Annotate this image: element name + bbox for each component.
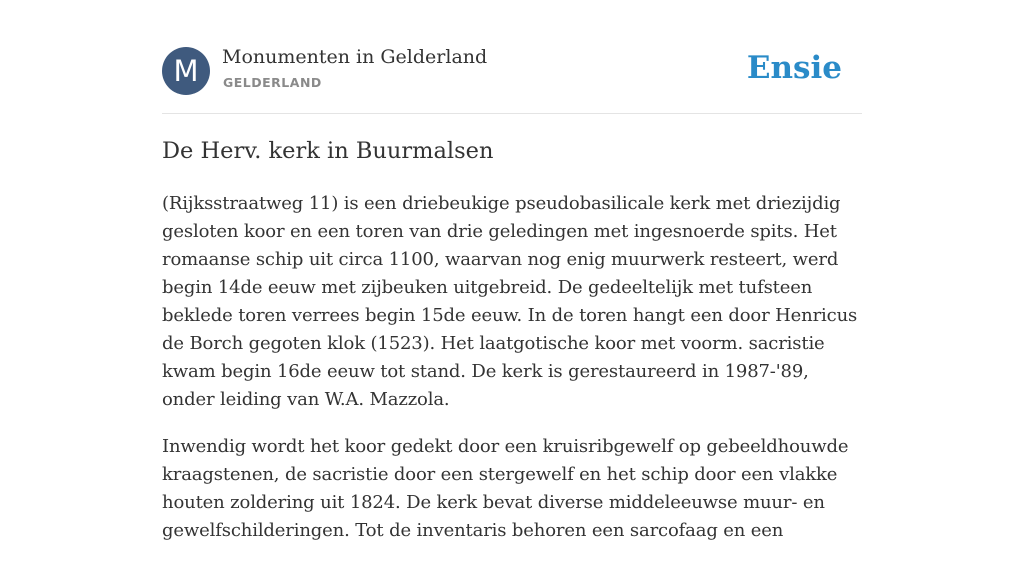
source-title[interactable]: Monumenten in Gelderland bbox=[222, 46, 488, 68]
source-subtitle: GELDERLAND bbox=[223, 75, 322, 90]
paragraph: Inwendig wordt het koor gedekt door een kruisribgewelf op gebeeldhouwde kraagstenen, de sacristie door een stergewelf en het schip door een vlakke houten zoldering uit 1824. De kerk bevat diverse middeleeuwse muur- en gewelfschilderingen. Tot de inventaris behoren een sarcofaag en een bbox=[162, 436, 849, 541]
avatar[interactable]: M bbox=[162, 47, 210, 95]
page-title: De Herv. kerk in Buurmalsen bbox=[162, 138, 494, 164]
paragraph: (Rijksstraatweg 11) is een driebeukige pseudobasilicale kerk met driezijdig gesloten koor en een toren van drie geledingen met ingesnoerde spits. Het romaanse schip uit circa 1100, waarvan nog enig muurwerk resteert, werd begin 14de eeuw met zijbeuken uitgebreid. De gedeeltelijk met tufsteen beklede toren verrees begin 15de eeuw. In de toren hangt een door Henricus de Borch gegoten klok (1523). Het laatgotische koor met voorm. sacristie kwam begin 16de eeuw tot stand. De kerk is gerestaureerd in 1987-'89, onder leiding van W.A. Mazzola. bbox=[162, 193, 858, 410]
article-card bbox=[162, 0, 862, 541]
article-body bbox=[162, 190, 862, 564]
brand-logo[interactable]: Ensie bbox=[746, 50, 842, 86]
card-header bbox=[162, 0, 862, 114]
